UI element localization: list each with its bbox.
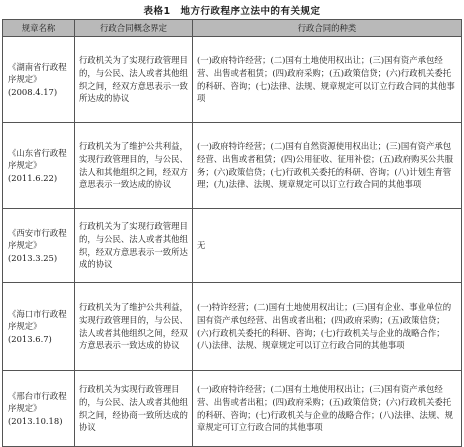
types-cell: 无	[193, 209, 462, 283]
definition-cell: 行政机关为实现行政管理目的，与公民、法人或者其他组织之间，经协商一致所达成的协议	[75, 371, 193, 447]
definition-cell: 行政机关为了实现行政管理目的，与公民、法人或者其他组织，经双方意思表示一致所达成的协议	[75, 209, 193, 283]
header-regulation-name: 规章名称	[3, 20, 75, 37]
regulation-name-cell: 《山东省行政程序规定》(2011.6.22)	[3, 123, 75, 209]
header-contract-definition: 行政合同概念界定	[75, 20, 193, 37]
types-cell: (一)政府特许经营；(二)国有土地使用权出让；(三)国有资产承包经营、出售或者出租；(四)政府采购；(五)政策信贷；(六)行政机关委托的科研、咨询；(七)行政机关与企业的战略合作；(八)法律、法规、规章规定可订立行政合同的其他事项	[193, 371, 462, 447]
regulations-table	[2, 19, 462, 447]
regulation-name-cell: 《湖南省行政程序规定》(2008.4.17)	[3, 37, 75, 123]
definition-cell: 行政机关为了实现行政管理目的，与公民、法人或者其他组织之间，经双方意思表示一致所达成的协议	[75, 37, 193, 123]
table-row	[3, 123, 462, 209]
table-caption: 表格1 地方行政程序立法中的有关规定	[143, 6, 321, 17]
table-row	[3, 283, 462, 371]
regulation-name-cell: 《海口市行政程序规定》(2013.6.7)	[3, 283, 75, 371]
table-row	[3, 209, 462, 283]
types-cell: (一)政府特许经营；(二)国有自然资源使用权出让；(三)国有资产承包经营、出售或者租赁；(四)公用征收、征用补偿；(五)政府购买公共服务；(六)政策信贷；(七)行政机关委托的科研、咨询；(八)计划生育管理；(九)法律、法规、规章规定可以订立行政合同的其他事项	[193, 123, 462, 209]
regulation-name-cell: 《西安市行政程序规定》(2013.3.25)	[3, 209, 75, 283]
table-row	[3, 371, 462, 447]
regulation-name-cell: 《邢台市行政程序规定》(2013.10.18)	[3, 371, 75, 447]
types-cell: (一)政府特许经营；(二)国有土地使用权出让；(三)国有资产承包经营、出售或者租赁；(四)政府采购；(五)政策信贷；(六)行政机关委托的科研、咨询；(七)法律、法规、规章规定可以订立行政合同的其他事项	[193, 37, 462, 123]
table-row	[3, 37, 462, 123]
header-contract-types: 行政合同的种类	[193, 20, 462, 37]
definition-cell: 行政机关为了维护公共利益，实现行政管理目的，与公民、法人和其他组织之间，经双方意思表示一致达成的协议	[75, 123, 193, 209]
table-header-row	[3, 20, 462, 37]
definition-cell: 行政机关为了维护公共利益，实现行政管理目的，与公民、法人或者其他组织之间，经双方意思表示一致达成的协议	[75, 283, 193, 371]
types-cell: (一)特许经营；(二)国有土地使用权出让；(三)国有企业、事业单位的国有资产承包经营、出售或者出租；(四)政府采购；(五)政策信贷；(六)行政机关委托的科研、咨询；(七)行政机关与企业的战略合作；(八)法律、法规、规章规定可以订立行政合同的其他事项	[193, 283, 462, 371]
